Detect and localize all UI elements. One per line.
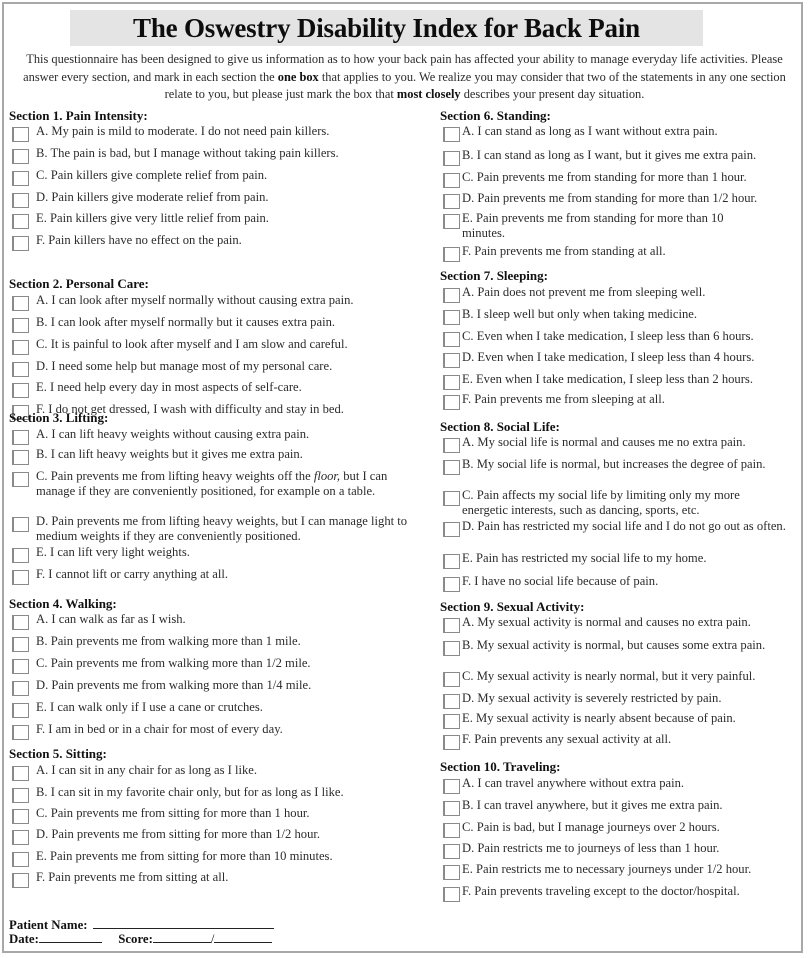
checkbox[interactable] [443,491,460,506]
option-text-part: but I can manage if they are conveniently positioned, for example on a table. [36,469,388,498]
checkbox[interactable] [12,214,29,229]
checkbox[interactable] [443,395,460,410]
option-text: E. Pain prevents me from sitting for more than 10 minutes. [36,849,333,863]
option-text: B. The pain is bad, but I manage without taking pain killers. [36,146,339,160]
option-text: B. I can lift heavy weights but it gives me extra pain. [36,447,303,461]
checkbox[interactable] [12,659,29,674]
option-text: E. Even when I take medication, I sleep less than 2 hours. [462,372,753,386]
checkbox[interactable] [12,725,29,740]
checkbox[interactable] [12,766,29,781]
option-text: A. My sexual activity is normal and causes no extra pain. [462,615,751,629]
option-text: E. My sexual activity is nearly absent because of pain. [462,711,736,725]
intro-text-3: describes your present day situation. [460,87,645,101]
date-field[interactable] [39,931,102,943]
section-heading: Section 1. Pain Intensity: [9,108,148,123]
checkbox[interactable] [12,236,29,251]
checkbox[interactable] [12,637,29,652]
option-text: F. I cannot lift or carry anything at all. [36,567,229,581]
option-text: E. Pain restricts me to necessary journeys under 1/2 hour. [462,862,752,876]
intro-text-2: that applies to you. We realize you may consider that two of the statements in any one section relate to you, but please just mark the box that [164,69,786,101]
option-text: D. My sexual activity is severely restricted by pain. [462,691,722,705]
checkbox[interactable] [443,310,460,325]
checkbox[interactable] [443,214,460,229]
option-text: C. My sexual activity is nearly normal, but it very painful. [462,669,756,683]
intro-bold-2: most closely [396,87,461,101]
checkbox[interactable] [12,383,29,398]
option-text-italic: floor, [313,469,341,483]
option-text: D. Pain restricts me to journeys of less than 1 hour. [462,841,720,855]
checkbox[interactable] [12,681,29,696]
checkbox[interactable] [12,788,29,803]
section-heading: Section 8. Social Life: [440,419,560,434]
checkbox[interactable] [443,865,460,880]
checkbox[interactable] [12,852,29,867]
option-text: A. Pain does not prevent me from sleeping well. [462,285,706,299]
checkbox[interactable] [12,703,29,718]
option-text: C. Pain prevents me from walking more than 1/2 mile. [36,656,311,670]
patient-name-label: Patient Name: [9,918,88,932]
checkbox[interactable] [12,548,29,563]
checkbox[interactable] [12,296,29,311]
option-text: C. Pain affects my social life by limiting only my more energetic interests, such as dancing, sports, etc. [462,488,740,517]
checkbox[interactable] [12,430,29,445]
option-text: B. I can look after myself normally but it causes extra pain. [36,315,336,329]
option-text: A. I can sit in any chair for as long as I like. [36,763,258,777]
option-text: F. Pain prevents any sexual activity at all. [462,732,672,746]
option-text: B. My social life is normal, but increases the degree of pain. [462,457,766,471]
option-text [36,469,414,498]
checkbox[interactable] [443,288,460,303]
option-text: F. I am in bed or in a chair for most of every day. [36,722,283,736]
checkbox[interactable] [12,318,29,333]
score-field[interactable] [153,931,211,943]
option-text: F. Pain prevents me from sleeping at all. [462,392,665,406]
checkbox[interactable] [443,375,460,390]
score-label: Score: [118,932,153,946]
option-text: A. My social life is normal and causes me no extra pain. [462,435,746,449]
checkbox[interactable] [12,472,29,487]
intro-paragraph [10,51,799,104]
checkbox[interactable] [443,694,460,709]
checkbox[interactable] [443,554,460,569]
checkbox[interactable] [443,151,460,166]
option-text: C. Pain prevents me from sitting for more than 1 hour. [36,806,310,820]
option-text: E. Pain has restricted my social life to my home. [462,551,707,565]
option-text: A. I can stand as long as I want without extra pain. [462,124,718,138]
checkbox[interactable] [443,779,460,794]
option-text: D. Pain prevents me from sitting for more than 1/2 hour. [36,827,321,841]
option-text: F. Pain killers have no effect on the pain. [36,233,242,247]
patient-name-field[interactable] [93,917,274,929]
option-text: D. Pain prevents me from standing for more than 1/2 hour. [462,191,758,205]
checkbox[interactable] [443,577,460,592]
checkbox[interactable] [12,517,29,532]
option-text: B. I can sit in my favorite chair only, but for as long as I like. [36,785,344,799]
checkbox[interactable] [12,830,29,845]
checkbox[interactable] [443,332,460,347]
checkbox[interactable] [443,735,460,750]
option-text: E. Pain killers give very little relief from pain. [36,211,269,225]
option-text: A. My pain is mild to moderate. I do not need pain killers. [36,124,330,138]
checkbox[interactable] [443,844,460,859]
checkbox[interactable] [443,672,460,687]
section-heading: Section 3. Lifting: [9,410,109,425]
option-text: E. I can walk only if I use a cane or crutches. [36,700,263,714]
option-text: D. I need some help but manage most of my personal care. [36,359,333,373]
section-heading: Section 6. Standing: [440,108,551,123]
checkbox[interactable] [12,149,29,164]
checkbox[interactable] [12,570,29,585]
checkbox[interactable] [443,522,460,537]
date-score-row [9,931,272,947]
intro-bold-1: one box [277,69,319,84]
section-heading: Section 5. Sitting: [9,746,107,761]
option-text: A. I can travel anywhere without extra pain. [462,776,685,790]
checkbox[interactable] [443,247,460,262]
checkbox[interactable] [443,438,460,453]
option-text: D. Pain has restricted my social life and I do not go out as often. [462,519,786,533]
checkbox[interactable] [12,450,29,465]
option-text: E. Pain prevents me from standing for more than 10 minutes. [462,211,724,240]
option-text: F. Pain prevents me from sitting at all. [36,870,229,884]
checkbox[interactable] [443,127,460,142]
score-separator: / [210,932,215,946]
section-heading: Section 2. Personal Care: [9,276,149,291]
option-text: F. I do not get dressed, I wash with difficulty and stay in bed. [36,402,344,416]
checkbox[interactable] [443,801,460,816]
date-label: Date: [9,932,39,946]
checkbox[interactable] [443,353,460,368]
option-text: C. Even when I take medication, I sleep less than 6 hours. [462,329,754,343]
checkbox[interactable] [443,194,460,209]
option-text: E. I need help every day in most aspects of self-care. [36,380,302,394]
option-text: B. My sexual activity is normal, but causes some extra pain. [462,638,766,652]
option-text: A. I can lift heavy weights without causing extra pain. [36,427,310,441]
checkbox[interactable] [12,873,29,888]
option-text: F. I have no social life because of pain. [462,574,659,588]
option-text: C. Pain killers give complete relief from pain. [36,168,268,182]
checkbox[interactable] [12,809,29,824]
checkbox[interactable] [443,887,460,902]
option-text: B. I can stand as long as I want, but it gives me extra pain. [462,148,757,162]
option-text: C. Pain is bad, but I manage journeys over 2 hours. [462,820,720,834]
option-text: F. Pain prevents me from standing at all. [462,244,666,258]
option-text: D. Pain prevents me from lifting heavy weights, but I can manage light to medium weights if they are conveniently positioned. [36,514,408,543]
checkbox[interactable] [443,173,460,188]
checkbox[interactable] [12,127,29,142]
option-text: C. Pain prevents me from standing for more than 1 hour. [462,170,747,184]
option-text: A. I can walk as far as I wish. [36,612,186,626]
page-title: The Oswestry Disability Index for Back Pain [70,10,703,46]
option-text: F. Pain prevents traveling except to the doctor/hospital. [462,884,740,898]
intro-text-1: This questionnaire has been designed to give us information as to how your back pain has affected your ability to manage everyday life activities. Please answer every section, and mark in each section the [23,52,783,84]
checkbox[interactable] [443,714,460,729]
score-max-field[interactable] [214,931,272,943]
section-heading: Section 7. Sleeping: [440,268,548,283]
checkbox[interactable] [443,823,460,838]
option-text: E. I can lift very light weights. [36,545,190,559]
option-text: D. Pain killers give moderate relief from pain. [36,190,269,204]
checkbox[interactable] [443,460,460,475]
checkbox[interactable] [12,615,29,630]
option-text: B. I sleep well but only when taking medicine. [462,307,698,321]
section-heading: Section 10. Traveling: [440,759,561,774]
checkbox[interactable] [12,340,29,355]
option-text-part: C. Pain prevents me from lifting heavy weights off the [36,469,314,483]
option-text: B. I can travel anywhere, but it gives me extra pain. [462,798,723,812]
section-heading: Section 9. Sexual Activity: [440,599,585,614]
checkbox[interactable] [443,641,460,656]
option-text: D. Pain prevents me from walking more than 1/4 mile. [36,678,312,692]
option-text: A. I can look after myself normally without causing extra pain. [36,293,354,307]
checkbox[interactable] [12,171,29,186]
option-text: D. Even when I take medication, I sleep less than 4 hours. [462,350,755,364]
option-text: B. Pain prevents me from walking more than 1 mile. [36,634,301,648]
checkbox[interactable] [443,618,460,633]
section-heading: Section 4. Walking: [9,596,117,611]
checkbox[interactable] [12,362,29,377]
option-text: C. It is painful to look after myself and I am slow and careful. [36,337,348,351]
checkbox[interactable] [12,193,29,208]
